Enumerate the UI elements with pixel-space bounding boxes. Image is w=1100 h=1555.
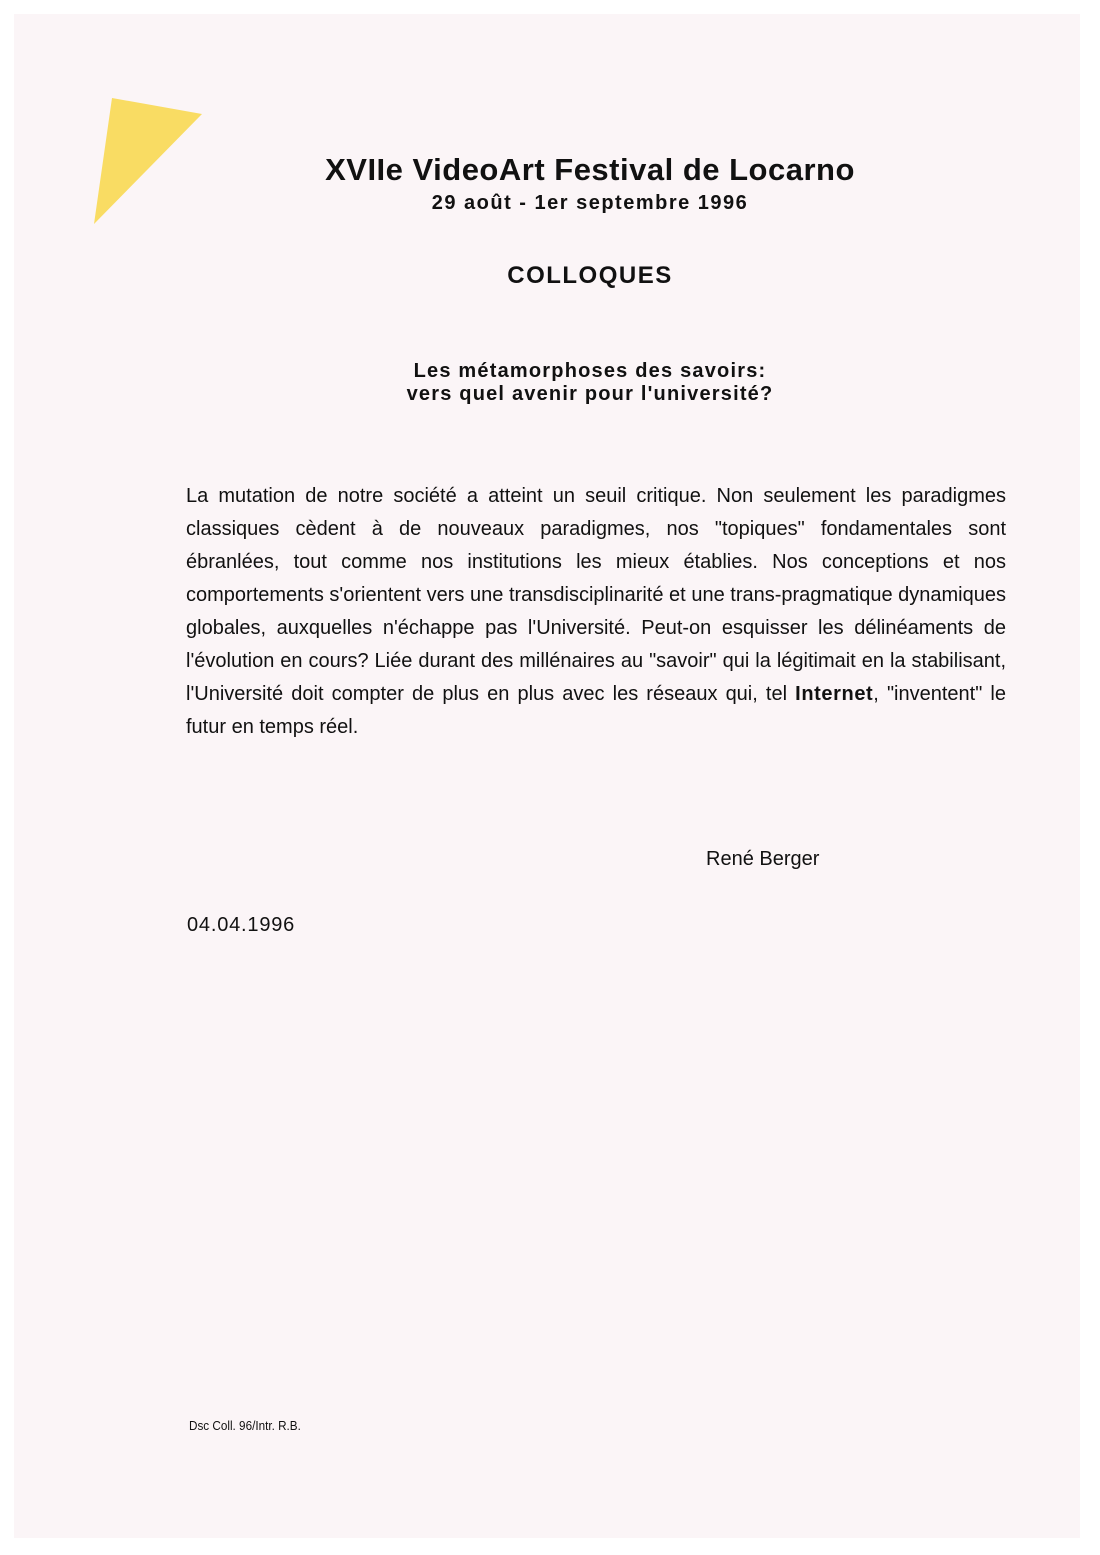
festival-title: XVIIe VideoArt Festival de Locarno (325, 152, 855, 187)
body-emphasis: Internet (795, 683, 874, 705)
document-date: 04.04.1996 (187, 914, 296, 936)
festival-dates: 29 août - 1er septembre 1996 (431, 192, 749, 214)
topic-line-2: vers quel avenir pour l'université? (406, 383, 774, 405)
section-heading: COLLOQUES (507, 262, 673, 289)
yellow-triangle-icon (94, 98, 202, 224)
author-name: René Berger (706, 848, 820, 870)
reference-code: Dsc Coll. 96/Intr. R.B. (189, 1418, 301, 1433)
colloquium-topic (200, 360, 980, 406)
body-text-before: La mutation de notre société a atteint un seuil critique. Non seulement les paradigmes classiques cèdent à de nouveaux paradigmes, nos "topiques" fondamentales sont ébranlées, tout comme nos institutions les mieux établies. Nos conceptions et nos comportements s'orientent vers une transdisciplinarité et une trans-pragmatique dynamiques globales, auxquelles n'échappe pas l'Université. Peut-on esquisser les délinéaments de l'évolution en cours? Liée durant des millénaires au "savoir" qui la légitimait en la stabilisant, l'Université doit compter de plus en plus avec les réseaux qui, tel (186, 485, 1006, 705)
document-page (14, 14, 1080, 1538)
body-text-after: , "inventent" le futur en temps réel. (186, 683, 1007, 738)
body-paragraph (186, 480, 1006, 744)
topic-line-1: Les métamorphoses des savoirs: (413, 360, 767, 382)
